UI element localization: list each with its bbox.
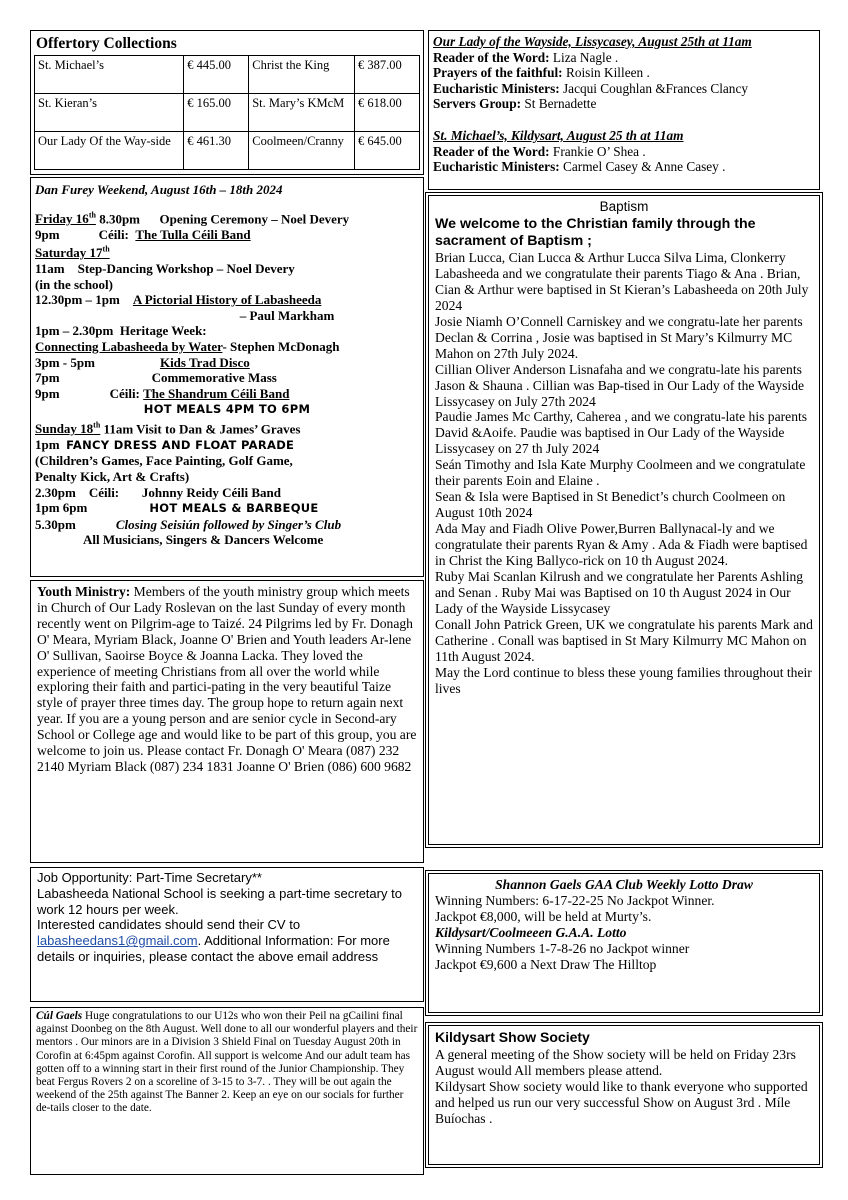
- baptism-para: Conall John Patrick Green, UK we congratulate his parents Mark and Catherine . Conall was baptised in St Mary Kilmurry MC Mahon on 11th August 2024.: [435, 616, 813, 664]
- mass-ministries-box: [428, 30, 820, 190]
- collection-amount: € 645.00: [355, 132, 420, 170]
- sunday-line: Sunday 18th 11am Visit to Dan & James’ Graves: [35, 420, 301, 437]
- church-name: Our Lady Of the Way-side: [35, 132, 184, 170]
- baptism-intro: We welcome to the Christian family through the sacrament of Baptism ;: [435, 215, 756, 249]
- fancy-note-2-line: Penalty Kick, Art & Crafts): [35, 469, 190, 485]
- shannon-gaels-numbers: Winning Numbers: 6-17-22-25 No Jackpot Winner.: [435, 892, 715, 908]
- show-society-para: Kildysart Show society would like to thank everyone who supported and helped us run our very successful Show on August 3rd . Míle Buíochas .: [435, 1078, 808, 1126]
- table-row: [35, 132, 420, 170]
- wayside-reader: Reader of the Word: Liza Nagle .: [433, 49, 619, 65]
- ceili-2-line: 9pm Céili: The Shandrum Céili Band: [35, 385, 290, 401]
- collection-amount: € 387.00: [355, 56, 420, 94]
- cul-gaels-box: [30, 1007, 424, 1175]
- offertory-title: Offertory Collections: [36, 35, 177, 52]
- hot-meals-1-line: HOT MEALS 4PM TO 6PM: [143, 402, 311, 417]
- dan-furey-weekend-box: [30, 177, 424, 577]
- job-apply-text: Interested candidates should send their CV to labasheedans1@gmail.com. Additional Information: For more details or inquiries, please contact the above email address: [37, 917, 390, 964]
- youth-ministry-label: Youth Ministry:: [37, 584, 131, 599]
- job-email-link[interactable]: labasheedans1@gmail.com: [37, 933, 198, 949]
- table-row: [35, 94, 420, 132]
- step-dancing-line: 11am Step-Dancing Workshop – Noel Devery: [35, 261, 295, 277]
- church-name: St. Kieran’s: [35, 94, 184, 132]
- cul-gaels-label: Cúl Gaels: [36, 1010, 83, 1022]
- baptism-para: Ruby Mai Scanlan Kilrush and we congratulate her Parents Ashling and Senan . Ruby Mai was Baptised on 10 th August 2024 in Our Lady of the Wayside Lissycasey: [435, 569, 804, 616]
- closing-note-line: All Musicians, Singers & Dancers Welcome: [83, 532, 324, 548]
- collection-amount: € 461.30: [184, 132, 249, 170]
- lotto-box: [428, 873, 820, 1013]
- church-name: St. Michael’s: [35, 56, 184, 94]
- wayside-prayers: Prayers of the faithful: Roisin Killeen .: [433, 65, 650, 81]
- kildysart-jackpot: Jackpot €9,600 a Next Draw The Hilltop: [435, 956, 657, 972]
- heritage-line: 1pm – 2.30pm Heritage Week:: [35, 323, 207, 339]
- pictorial-author-line: – Paul Markham: [239, 307, 335, 323]
- pictorial-line: 12.30pm – 1pm A Pictorial History of Labasheeda: [35, 292, 322, 308]
- heritage-title-line: Connecting Labasheeda by Water- Stephen McDonagh: [35, 339, 340, 354]
- st-michaels-reader: Reader of the Word: Frankie O’ Shea .: [433, 143, 646, 159]
- kildysart-lotto-heading: Kildysart/Coolmeeen G.A.A. Lotto: [435, 924, 627, 940]
- baptism-para: May the Lord continue to bless these young families throughout their lives: [435, 664, 812, 696]
- friday-line: Friday 16th 8.30pm Opening Ceremony – Noel Devery: [35, 210, 350, 226]
- show-society-para: A general meeting of the Show society will be held on Friday 23rs August would All members please attend.: [435, 1046, 796, 1078]
- youth-ministry-text: Youth Ministry: Members of the youth ministry group which meets in Church of Our Lady Roslevan on the last Sunday of every month recently went on Pilgrim-age to Taizé. 24 Pilgrims led by Fr. Donagh O' Meara, Myriam Black, Joanne O' Brien and Youth leaders Ar-lene O' Sullivan, Saoirse Boyce & Joanna Lacka. They loved the experience of meeting Christians from all over the world while exploring their faith and partici-pating in the very beautiful Taize style of prayer three times day. The group hope to return again next year. If you are a young person and are senior cycle in Second-ary School or College age and would like to be part of this group, you are welcome to join us. Please contact Fr. Donagh O' Meara (087) 232 2140 Myriam Black (087) 234 1831 Joanne O' Brien (086) 600 9682: [37, 584, 417, 774]
- kids-disco-line: 3pm - 5pm Kids Trad Disco: [35, 354, 250, 370]
- show-society-box: [428, 1025, 820, 1165]
- offertory-collections-box: [30, 30, 424, 175]
- st-michaels-heading: St. Michael’s, Kildysart, August 25 th at 11am: [433, 127, 684, 143]
- saturday-line: Saturday 17th: [35, 245, 110, 261]
- st-michaels-ministers: Eucharistic Ministers: Carmel Casey & Anne Casey .: [433, 159, 726, 175]
- mass-line: 7pm Commemorative Mass: [35, 370, 277, 386]
- baptism-para: Ada May and Fiadh Olive Power,Burren Ballynacal-ly and we congratulate their parents Ryan & Amy . Ada & Fiadh were baptised in Christ the King Ballyco-rick on 10 th August 2024.: [435, 521, 808, 569]
- baptism-para: Josie Niamh O’Connell Carniskey and we congratu-late her parents Declan & Corrina , Josie was baptised in St Mary’s Kilmurry MC Mahon on 27th July 2024.: [435, 313, 803, 361]
- baptism-title: Baptism: [599, 199, 649, 214]
- dan-furey-title: Dan Furey Weekend, August 16th – 18th 2024: [35, 182, 283, 197]
- collection-amount: € 165.00: [184, 94, 249, 132]
- church-name: Christ the King: [249, 56, 355, 94]
- offertory-table: [34, 55, 420, 170]
- job-title: Job Opportunity: Part-Time Secretary**: [37, 870, 262, 885]
- job-description: Labasheeda National School is seeking a part-time secretary to work 12 hours per week.: [37, 885, 402, 917]
- fancy-note-1-line: (Children’s Games, Face Painting, Golf Game,: [35, 453, 293, 469]
- job-opportunity-box: [30, 867, 424, 1002]
- wayside-heading: Our Lady of the Wayside, Lissycasey, August 25th at 11am: [433, 34, 752, 49]
- collection-amount: € 445.00: [184, 56, 249, 94]
- baptism-box: [428, 195, 820, 845]
- youth-ministry-box: [30, 580, 424, 863]
- shannon-gaels-lotto-heading: Shannon Gaels GAA Club Weekly Lotto Draw: [495, 877, 753, 892]
- church-name: St. Mary’s KMcM: [249, 94, 355, 132]
- baptism-para: Seán Timothy and Isla Kate Murphy Coolmeen and we congratulate their parents Eoin and Elaine .: [435, 457, 806, 489]
- closing-line: 5.30pm Closing Seisiún followed by Singer’s Club: [35, 516, 342, 532]
- collection-amount: € 618.00: [355, 94, 420, 132]
- shannon-gaels-jackpot: Jackpot €8,000, will be held at Murty’s.: [435, 908, 652, 924]
- baptism-para: Paudie James Mc Carthy, Caherea , and we congratu-late his parents David &Aoife. Paudie was baptised in Our Lady of the Wayside Lissycasey on 27 th July 2024: [435, 409, 808, 457]
- baptism-para: Sean & Isla were Baptised in St Benedict’s church Coolmeen on August 10th 2024: [435, 489, 786, 521]
- hot-meals-2-line: 1pm 6pm HOT MEALS & BARBEQUE: [35, 500, 319, 516]
- ceili-1-line: 9pm Céili: The Tulla Céili Band: [35, 226, 251, 242]
- baptism-para: Cillian Oliver Anderson Lisnafaha and we congratu-late his parents Jason & Shauna . Cillian was Bap-tised in Our Lady of the Wayside Lissycasey on July 27th 2024: [435, 361, 805, 409]
- baptism-para: Brian Lucca, Cian Lucca & Arthur Lucca Silva Lima, Clonkerry Labasheeda and we congratulate their parents Tiago & Ana . Brian, Cian & Arthur were baptised in St Kieran’s Labasheeda on 20th July 2024: [435, 249, 809, 313]
- wayside-ministers: Eucharistic Ministers: Jacqui Coughlan &Frances Clancy: [433, 80, 749, 96]
- ceili-3-line: 2.30pm Céili: Johnny Reidy Céili Band: [35, 484, 281, 500]
- show-society-title: Kildysart Show Society: [435, 1029, 590, 1045]
- table-row: [35, 56, 420, 94]
- kildysart-numbers: Winning Numbers 1-7-8-26 no Jackpot winner: [435, 940, 690, 956]
- wayside-servers: Servers Group: St Bernadette: [433, 96, 597, 112]
- church-name: Coolmeen/Cranny: [249, 132, 355, 170]
- cul-gaels-text: Cúl Gaels Huge congratulations to our U12s who won their Peil na gCailini final against Doonbeg on the 8th August. Well done to all our wonderful players and their mentors . Our minors are in a Division 3 Shield Final on Tuesday August 20th in Corofin at 6:45pm against Corofin. All support is welcome And our adult team has gotten off to a winning start in their first round of the Junior Championship. They beat Fergus Rovers 2 on a scoreline of 3-15 to 3-7. . They will be out again the weekend of the 25th against The Banner 2. Keep an eye on our socials for further de-tails closer to the date.: [36, 1010, 418, 1115]
- step-note-line: (in the school): [35, 276, 113, 292]
- fancy-dress-line: 1pm FANCY DRESS AND FLOAT PARADE: [35, 436, 295, 452]
